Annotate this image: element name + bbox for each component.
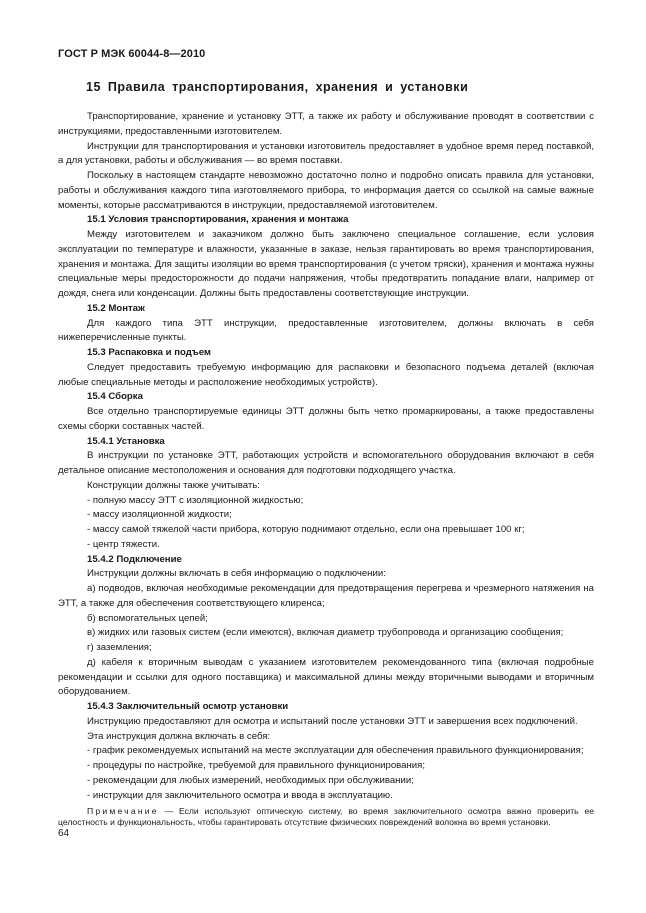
- standard-header: ГОСТ Р МЭК 60044-8—2010: [58, 48, 206, 60]
- section-heading: 15.2 Монтаж: [87, 302, 145, 314]
- body-paragraph: Все отдельно транспортируемые единицы ЭТТ должны быть четко промаркированы, а также предоставлены схемы сборки составных частей.: [58, 406, 594, 432]
- body-paragraph: - рекомендации для любых измерений, необходимых при обслуживании;: [87, 774, 414, 786]
- body-paragraph: Поскольку в настоящем стандарте невозможно достаточно полно и подробно описать правила для установки, работы и обслуживания каждого типа изготовляемого прибора, то информация дается со ссылкой на самые важные моменты, которые рассматриваются в инструкции, предоставляемой изготовителем.: [58, 170, 594, 211]
- page-number: 64: [58, 828, 70, 839]
- note-paragraph: [58, 806, 594, 828]
- body-paragraph: - центр тяжести.: [87, 538, 160, 550]
- body-paragraph: б) вспомогательных цепей;: [87, 612, 208, 624]
- section-heading: 15.1 Условия транспортирования, хранения и монтажа: [87, 214, 349, 226]
- body-paragraph: Для каждого типа ЭТТ инструкции, предоставленные изготовителем, должны включать в себя нижеперечисленные пункты.: [58, 317, 594, 344]
- note-text: — Если используют оптическую систему, во время заключительного осмотра важно проверить ее целостность и функциональность, чтобы гарантировать отсутствие физических повреждений волокна во время установки.: [58, 806, 594, 828]
- body-paragraph: г) заземления;: [87, 642, 152, 653]
- body-paragraph: В инструкции по установке ЭТТ, работающих устройств и вспомогательного оборудования включают в себя детальное описание местоположения и основания для подготовки подходящего участка.: [58, 450, 594, 476]
- body-paragraph: Инструкции должны включать в себя информацию о подключении:: [87, 568, 386, 580]
- body-paragraph: Инструкции для транспортирования и установки изготовитель предоставляет в удобное время перед поставкой, а для установки, работы и обслуживания — во время поставки.: [58, 140, 594, 167]
- section-heading: 15.4 Сборка: [87, 391, 143, 403]
- body-paragraph: Следует предоставить требуемую информацию для распаковки и безопасного подъема деталей (включая любые специальные методы и расположение необходимых устройств).: [58, 361, 594, 388]
- body-paragraph: - полную массу ЭТТ с изоляционной жидкостью;: [87, 494, 304, 506]
- body-paragraph: Между изготовителем и заказчиком должно быть заключено специальное соглашение, если условия эксплуатации по температуре и влажности, указанные в заказе, нельзя гарантировать во время транспортирования, хранения и монтажа. Для защиты изоляции во время транспортирования (с учетом тряски), хранения и монтажа нужны специальные меры предосторожности до подачи напряжения, чтобы предотвратить попадание влаги, например от дождя, снега или конденсации. Должны быть предоставлены соответствующие инструкции.: [58, 229, 594, 299]
- body-paragraph: Конструкции должны также учитывать:: [87, 479, 260, 491]
- section-heading: 15.4.3 Заключительный осмотр установки: [87, 701, 289, 712]
- body-paragraph: Эта инструкция должна включать в себя:: [87, 730, 271, 742]
- body-paragraph: д) кабеля к вторичным выводам с указанием изготовителем рекомендованного типа (включая подробные рекомендации и ссылки для одного поставщика) и максимальной длины между вторичными выводами и вторичным оборудованием.: [58, 656, 594, 698]
- body-paragraph: Инструкцию предоставляют для осмотра и испытаний после установки ЭТТ и завершения всех подключений.: [87, 715, 578, 727]
- body-paragraph: Транспортирование, хранение и установку ЭТТ, а также их работу и обслуживание проводят в соответствии с инструкциями, предоставленными изготовителем.: [58, 111, 594, 137]
- body-paragraph: - инструкции для заключительного осмотра и ввода в эксплуатацию.: [87, 789, 393, 801]
- section-heading: 15.4.2 Подключение: [87, 553, 182, 565]
- note-label: Примечание: [87, 806, 159, 817]
- body-paragraph: - процедуры по настройке, требуемой для правильного функционирования;: [87, 760, 426, 771]
- section-heading: 15.4.1 Установка: [87, 435, 165, 447]
- body-paragraph: - график рекомендуемых испытаний на месте эксплуатации для обеспечения правильного функционирования;: [87, 745, 584, 757]
- body-paragraph: - массу изоляционной жидкости;: [87, 509, 232, 521]
- section-title: 15 Правила транспортирования, хранения и установки: [86, 80, 469, 94]
- body-paragraph: - массу самой тяжелой части прибора, которую поднимают отдельно, если она превышает 100 кг;: [87, 524, 525, 535]
- body-paragraph: а) подводов, включая необходимые рекомендации для предотвращения перегрева и чрезмерного натяжения на ЭТТ, а также для обеспечения соответствующего клиренса;: [58, 583, 594, 609]
- document-body: [58, 110, 594, 829]
- section-heading: 15.3 Распаковка и подъем: [87, 347, 212, 358]
- body-paragraph: в) жидких или газовых систем (если имеются), включая диаметр трубопровода и организацию сообщения;: [87, 627, 564, 639]
